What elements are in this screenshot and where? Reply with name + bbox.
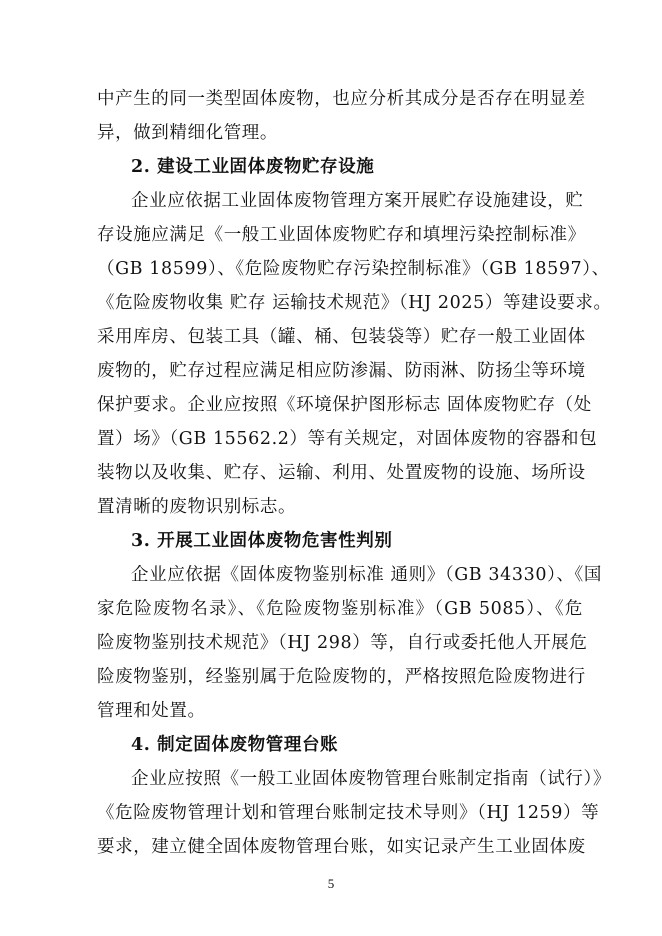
paragraph-line: 置）场》（GB 15562.2）等有关规定，对固体废物的容器和包 [97,429,598,449]
section-heading-4: 4. 制定固体废物管理台账 [131,735,339,755]
paragraph-line: 异，做到精细化管理。 [97,123,278,143]
section-heading-2: 2. 建设工业固体废物贮存设施 [131,157,375,177]
paragraph-line: 险废物鉴别，经鉴别属于危险废物的，严格按照危险废物进行 [97,667,586,687]
paragraph-line: 企业应依据《固体废物鉴别标准 通则》（GB 34330）、《国 [131,565,602,585]
page-number: 5 [327,876,335,891]
paragraph-line: 《危险废物管理计划和管理台账制定技术导则》（HJ 1259）等 [97,803,600,823]
paragraph-line: 管理和处置。 [97,701,206,721]
section-heading-3: 3. 开展工业固体废物危害性判别 [131,531,393,551]
paragraph-line: 废物的，贮存过程应满足相应防渗漏、防雨淋、防扬尘等环境 [97,361,586,381]
paragraph-line: 险废物鉴别技术规范》（HJ 298）等，自行或委托他人开展危 [97,633,588,653]
paragraph-line: 《危险废物收集 贮存 运输技术规范》（HJ 2025）等建设要求。 [97,293,612,313]
paragraph-line: 保护要求。企业应按照《环境保护图形标志 固体废物贮存（处 [97,395,592,415]
paragraph-line: 企业应依据工业固体废物管理方案开展贮存设施建设，贮 [131,191,584,211]
paragraph-line: 要求，建立健全固体废物管理台账，如实记录产生工业固体废 [97,837,586,857]
paragraph-line: 装物以及收集、贮存、运输、利用、处置废物的设施、场所设 [97,463,586,483]
paragraph-line: 家危险废物名录》、《危险废物鉴别标准》（GB 5085）、《危 [97,599,583,619]
paragraph-line: 存设施应满足《一般工业固体废物贮存和填埋污染控制标准》 [97,225,586,245]
paragraph-line: 企业应按照《一般工业固体废物管理台账制定指南（试行）》 [131,769,611,789]
paragraph-line: 置清晰的废物识别标志。 [97,497,297,517]
paragraph-line: 采用库房、包装工具（罐、桶、包装袋等）贮存一般工业固体 [97,327,586,347]
paragraph-line: 中产生的同一类型固体废物，也应分析其成分是否存在明显差 [97,89,586,109]
paragraph-line: （GB 18599）、《危险废物贮存污染控制标准》（GB 18597）、 [97,259,610,279]
